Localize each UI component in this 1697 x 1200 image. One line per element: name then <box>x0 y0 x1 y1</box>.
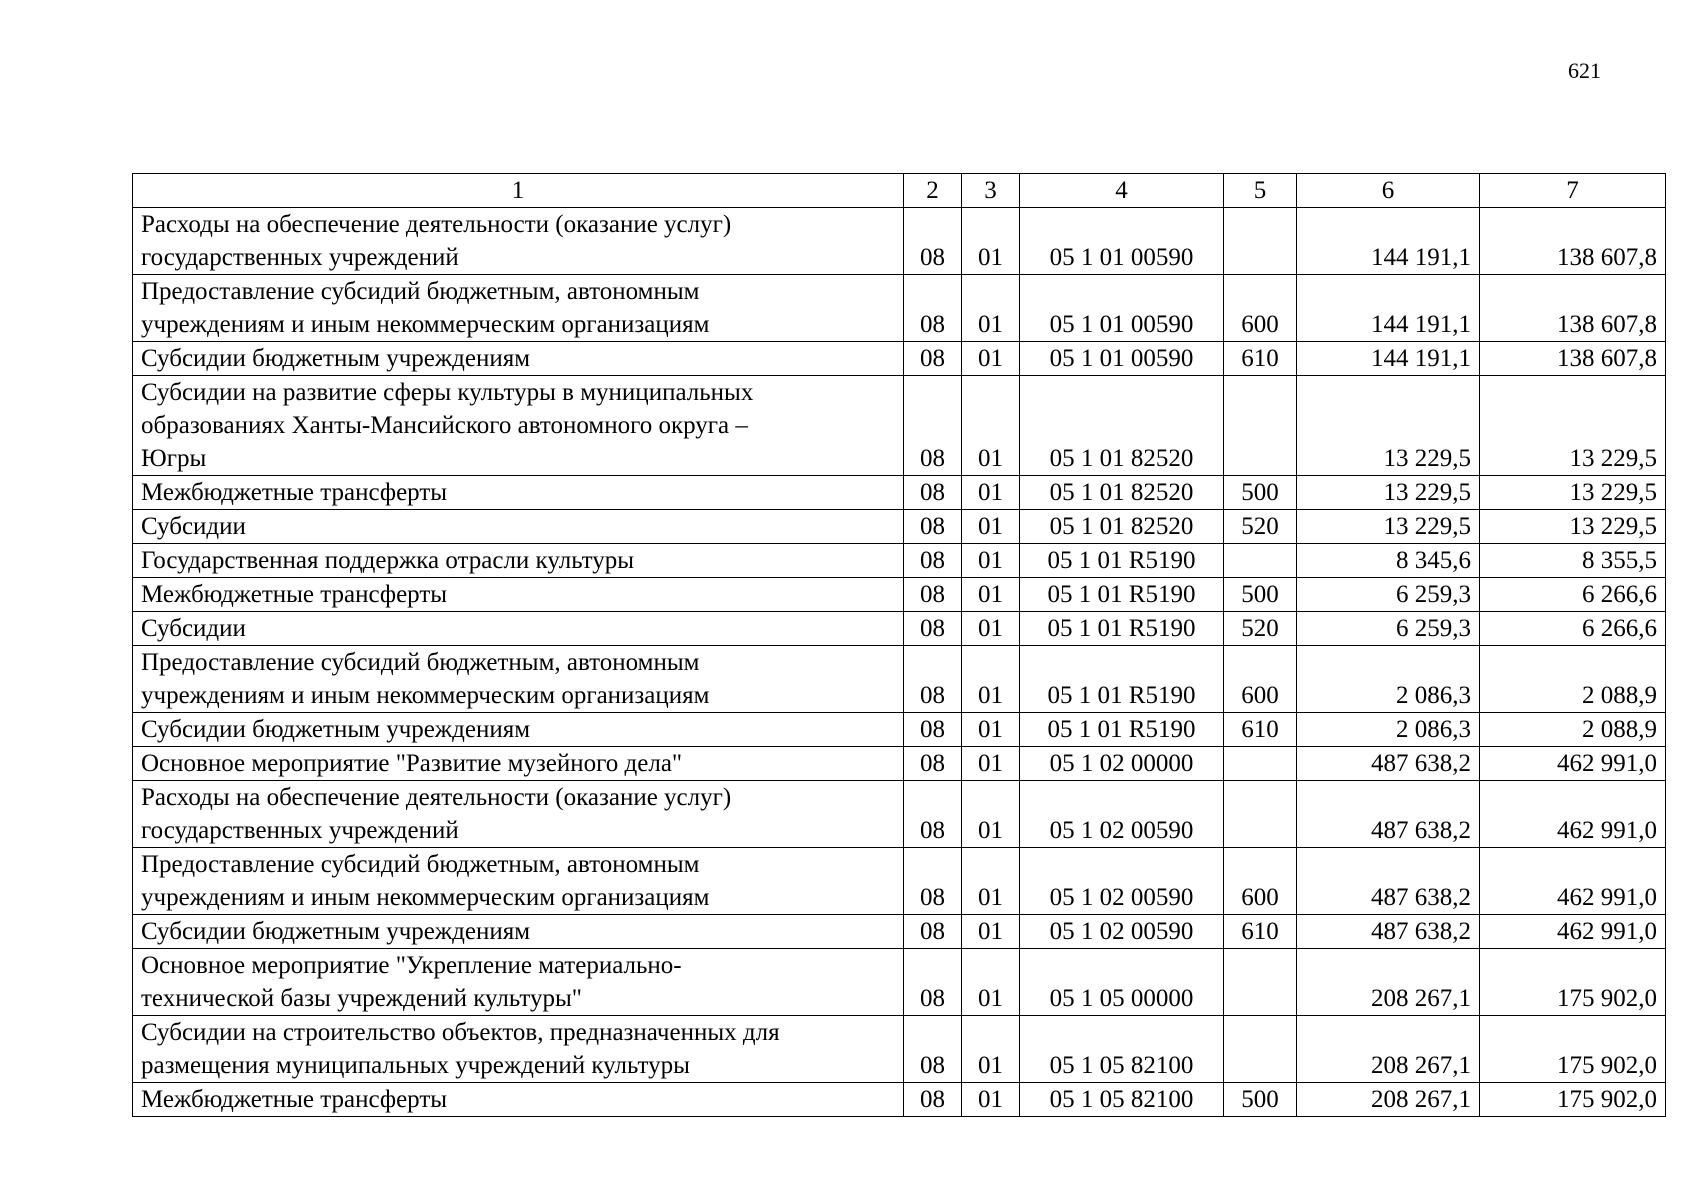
item-name: Предоставление субсидий бюджетным, автономным учреждениям и иным некоммерческим организациям <box>133 848 904 915</box>
amount-col-6: 208 267,1 <box>1297 949 1480 1016</box>
header-cell-2: 2 <box>904 174 962 208</box>
table-row <box>133 747 1666 781</box>
expense-type-code <box>1224 1016 1297 1083</box>
expense-type-code <box>1224 747 1297 781</box>
amount-col-7: 138 607,8 <box>1480 208 1666 275</box>
item-name: Основное мероприятие "Развитие музейного дела" <box>133 747 904 781</box>
target-article-code: 05 1 01 R5190 <box>1020 578 1224 612</box>
amount-col-6: 6 259,3 <box>1297 578 1480 612</box>
header-cell-3: 3 <box>962 174 1020 208</box>
amount-col-6: 13 229,5 <box>1297 376 1480 476</box>
amount-col-7: 2 088,9 <box>1480 713 1666 747</box>
section-code: 08 <box>904 646 962 713</box>
item-name: Государственная поддержка отрасли культуры <box>133 544 904 578</box>
table-row <box>133 208 1666 275</box>
section-code: 08 <box>904 510 962 544</box>
subsection-code: 01 <box>962 949 1020 1016</box>
item-name: Субсидии на строительство объектов, предназначенных для размещения муниципальных учреждений культуры <box>133 1016 904 1083</box>
table-row <box>133 781 1666 848</box>
table-row <box>133 848 1666 915</box>
expense-type-code <box>1224 376 1297 476</box>
item-name: Субсидии бюджетным учреждениям <box>133 915 904 949</box>
section-code: 08 <box>904 208 962 275</box>
table-row <box>133 949 1666 1016</box>
target-article-code: 05 1 01 R5190 <box>1020 544 1224 578</box>
header-row <box>133 174 1666 208</box>
subsection-code: 01 <box>962 612 1020 646</box>
amount-col-6: 487 638,2 <box>1297 781 1480 848</box>
header-cell-5: 5 <box>1224 174 1297 208</box>
item-name: Расходы на обеспечение деятельности (оказание услуг) государственных учреждений <box>133 781 904 848</box>
target-article-code: 05 1 02 00590 <box>1020 915 1224 949</box>
amount-col-6: 144 191,1 <box>1297 208 1480 275</box>
item-name: Субсидии на развитие сферы культуры в муниципальных образованиях Ханты-Мансийского автономного округа – Югры <box>133 376 904 476</box>
table-row <box>133 544 1666 578</box>
expense-type-code: 520 <box>1224 510 1297 544</box>
table-row <box>133 510 1666 544</box>
subsection-code: 01 <box>962 915 1020 949</box>
subsection-code: 01 <box>962 1016 1020 1083</box>
amount-col-7: 13 229,5 <box>1480 476 1666 510</box>
amount-col-6: 2 086,3 <box>1297 646 1480 713</box>
item-name: Субсидии <box>133 510 904 544</box>
header-cell-1: 1 <box>133 174 904 208</box>
expense-type-code: 610 <box>1224 915 1297 949</box>
expense-type-code: 610 <box>1224 713 1297 747</box>
amount-col-7: 462 991,0 <box>1480 848 1666 915</box>
subsection-code: 01 <box>962 781 1020 848</box>
item-name: Субсидии <box>133 612 904 646</box>
subsection-code: 01 <box>962 342 1020 376</box>
table-row <box>133 376 1666 476</box>
section-code: 08 <box>904 1016 962 1083</box>
page-number: 621 <box>1568 58 1601 83</box>
amount-col-6: 2 086,3 <box>1297 713 1480 747</box>
section-code: 08 <box>904 949 962 1016</box>
amount-col-7: 2 088,9 <box>1480 646 1666 713</box>
header-cell-7: 7 <box>1480 174 1666 208</box>
subsection-code: 01 <box>962 544 1020 578</box>
target-article-code: 05 1 01 R5190 <box>1020 713 1224 747</box>
subsection-code: 01 <box>962 510 1020 544</box>
expense-type-code: 500 <box>1224 578 1297 612</box>
table-row <box>133 1083 1666 1117</box>
subsection-code: 01 <box>962 376 1020 476</box>
amount-col-7: 462 991,0 <box>1480 747 1666 781</box>
subsection-code: 01 <box>962 476 1020 510</box>
target-article-code: 05 1 01 82520 <box>1020 510 1224 544</box>
budget-table <box>132 173 1666 1117</box>
amount-col-6: 487 638,2 <box>1297 915 1480 949</box>
item-name: Субсидии бюджетным учреждениям <box>133 713 904 747</box>
table-row <box>133 275 1666 342</box>
target-article-code: 05 1 05 82100 <box>1020 1016 1224 1083</box>
amount-col-6: 13 229,5 <box>1297 510 1480 544</box>
item-name: Предоставление субсидий бюджетным, автономным учреждениям и иным некоммерческим организациям <box>133 275 904 342</box>
amount-col-6: 487 638,2 <box>1297 747 1480 781</box>
target-article-code: 05 1 01 82520 <box>1020 476 1224 510</box>
target-article-code: 05 1 02 00590 <box>1020 781 1224 848</box>
amount-col-7: 462 991,0 <box>1480 781 1666 848</box>
section-code: 08 <box>904 713 962 747</box>
target-article-code: 05 1 01 R5190 <box>1020 612 1224 646</box>
item-name: Предоставление субсидий бюджетным, автономным учреждениям и иным некоммерческим организациям <box>133 646 904 713</box>
section-code: 08 <box>904 781 962 848</box>
section-code: 08 <box>904 342 962 376</box>
expense-type-code: 600 <box>1224 646 1297 713</box>
subsection-code: 01 <box>962 578 1020 612</box>
target-article-code: 05 1 01 00590 <box>1020 342 1224 376</box>
item-name: Межбюджетные трансферты <box>133 1083 904 1117</box>
amount-col-6: 208 267,1 <box>1297 1016 1480 1083</box>
table-row <box>133 612 1666 646</box>
section-code: 08 <box>904 544 962 578</box>
expense-type-code: 600 <box>1224 848 1297 915</box>
section-code: 08 <box>904 376 962 476</box>
expense-type-code <box>1224 544 1297 578</box>
target-article-code: 05 1 02 00590 <box>1020 848 1224 915</box>
target-article-code: 05 1 01 R5190 <box>1020 646 1224 713</box>
target-article-code: 05 1 01 00590 <box>1020 208 1224 275</box>
table-row <box>133 1016 1666 1083</box>
section-code: 08 <box>904 612 962 646</box>
subsection-code: 01 <box>962 713 1020 747</box>
item-name: Расходы на обеспечение деятельности (оказание услуг) государственных учреждений <box>133 208 904 275</box>
amount-col-7: 175 902,0 <box>1480 1083 1666 1117</box>
table-row <box>133 713 1666 747</box>
subsection-code: 01 <box>962 747 1020 781</box>
amount-col-7: 138 607,8 <box>1480 275 1666 342</box>
amount-col-6: 6 259,3 <box>1297 612 1480 646</box>
amount-col-7: 175 902,0 <box>1480 1016 1666 1083</box>
subsection-code: 01 <box>962 208 1020 275</box>
expense-type-code: 520 <box>1224 612 1297 646</box>
table-row <box>133 646 1666 713</box>
target-article-code: 05 1 01 82520 <box>1020 376 1224 476</box>
expense-type-code: 500 <box>1224 1083 1297 1117</box>
amount-col-6: 8 345,6 <box>1297 544 1480 578</box>
amount-col-6: 144 191,1 <box>1297 275 1480 342</box>
target-article-code: 05 1 05 00000 <box>1020 949 1224 1016</box>
amount-col-7: 462 991,0 <box>1480 915 1666 949</box>
item-name: Межбюджетные трансферты <box>133 476 904 510</box>
target-article-code: 05 1 02 00000 <box>1020 747 1224 781</box>
table-row <box>133 476 1666 510</box>
target-article-code: 05 1 01 00590 <box>1020 275 1224 342</box>
amount-col-7: 175 902,0 <box>1480 949 1666 1016</box>
expense-type-code: 600 <box>1224 275 1297 342</box>
subsection-code: 01 <box>962 1083 1020 1117</box>
amount-col-6: 487 638,2 <box>1297 848 1480 915</box>
header-cell-4: 4 <box>1020 174 1224 208</box>
subsection-code: 01 <box>962 275 1020 342</box>
amount-col-6: 208 267,1 <box>1297 1083 1480 1117</box>
section-code: 08 <box>904 275 962 342</box>
amount-col-7: 138 607,8 <box>1480 342 1666 376</box>
table-row <box>133 915 1666 949</box>
expense-type-code: 610 <box>1224 342 1297 376</box>
target-article-code: 05 1 05 82100 <box>1020 1083 1224 1117</box>
section-code: 08 <box>904 476 962 510</box>
amount-col-7: 13 229,5 <box>1480 510 1666 544</box>
amount-col-6: 13 229,5 <box>1297 476 1480 510</box>
section-code: 08 <box>904 747 962 781</box>
item-name: Основное мероприятие "Укрепление материально- технической базы учреждений культуры" <box>133 949 904 1016</box>
expense-type-code <box>1224 949 1297 1016</box>
subsection-code: 01 <box>962 848 1020 915</box>
section-code: 08 <box>904 578 962 612</box>
amount-col-7: 8 355,5 <box>1480 544 1666 578</box>
amount-col-7: 6 266,6 <box>1480 612 1666 646</box>
amount-col-7: 13 229,5 <box>1480 376 1666 476</box>
header-cell-6: 6 <box>1297 174 1480 208</box>
item-name: Межбюджетные трансферты <box>133 578 904 612</box>
amount-col-7: 6 266,6 <box>1480 578 1666 612</box>
amount-col-6: 144 191,1 <box>1297 342 1480 376</box>
item-name: Субсидии бюджетным учреждениям <box>133 342 904 376</box>
section-code: 08 <box>904 1083 962 1117</box>
section-code: 08 <box>904 915 962 949</box>
subsection-code: 01 <box>962 646 1020 713</box>
expense-type-code <box>1224 208 1297 275</box>
expense-type-code: 500 <box>1224 476 1297 510</box>
table-row <box>133 578 1666 612</box>
table-row <box>133 342 1666 376</box>
table-body <box>133 208 1666 1117</box>
expense-type-code <box>1224 781 1297 848</box>
section-code: 08 <box>904 848 962 915</box>
